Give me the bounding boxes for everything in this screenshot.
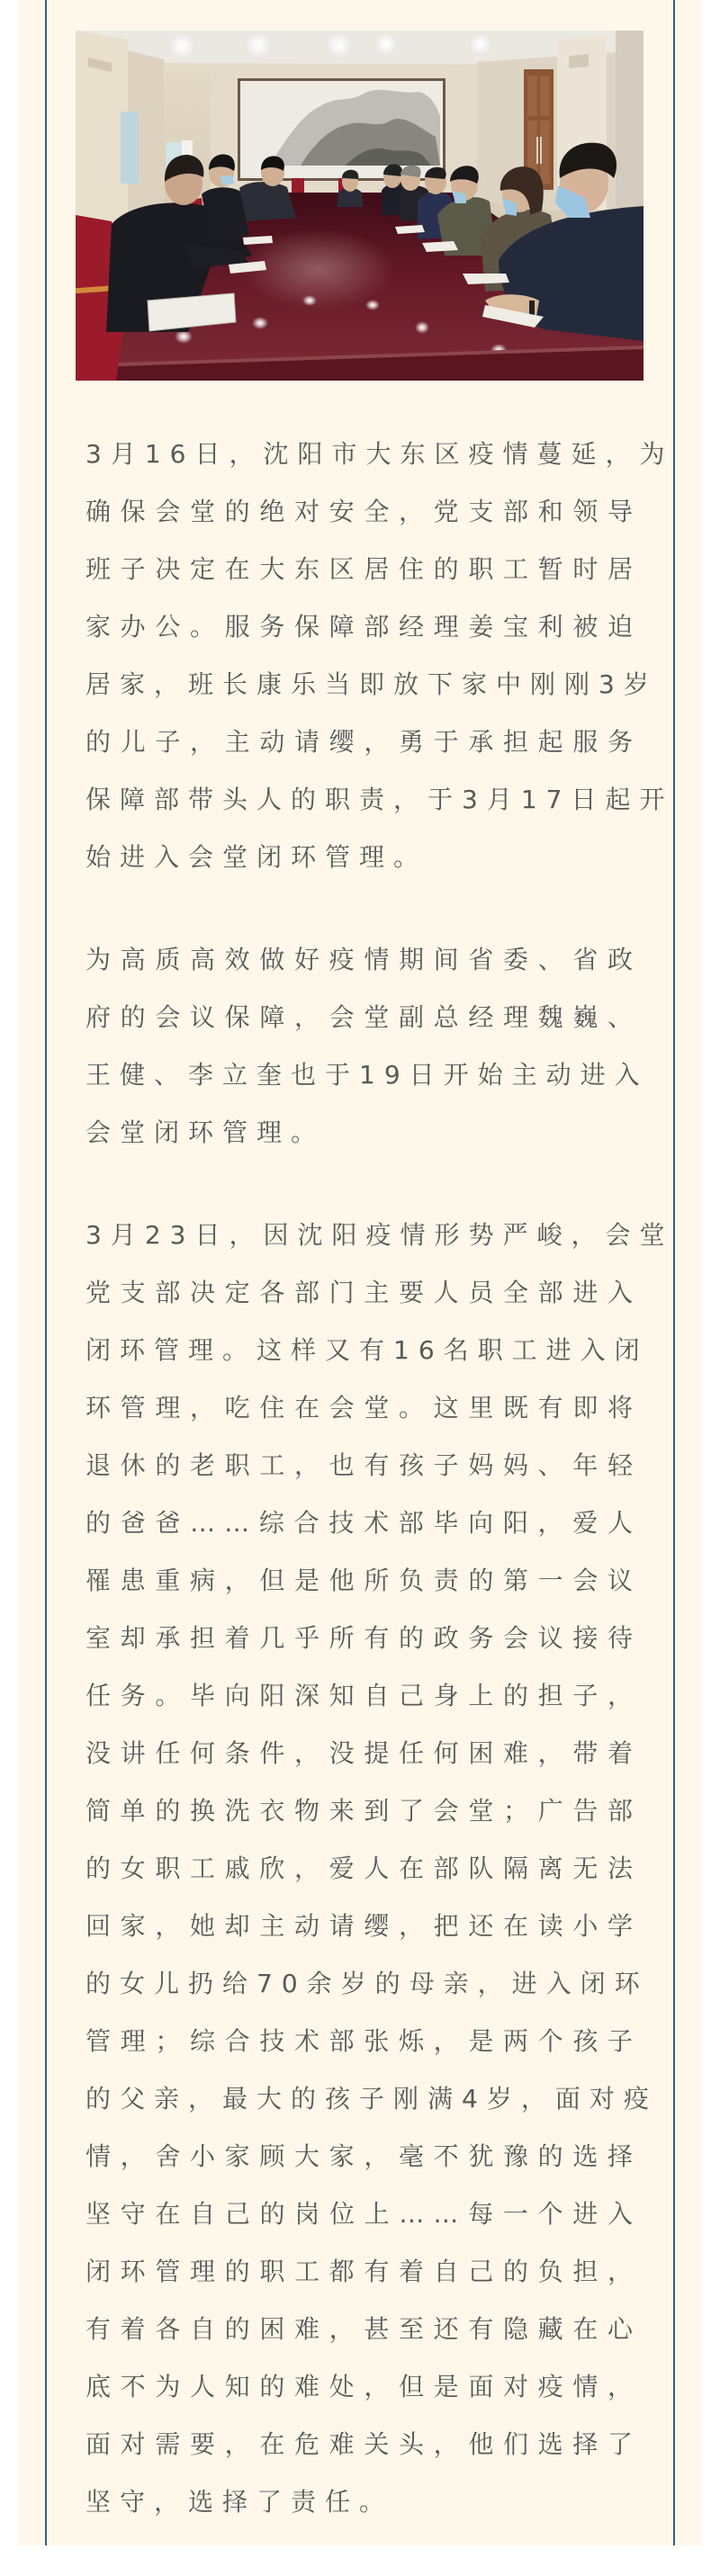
text-line: 班子决定在大东区居住的职工暂时居 xyxy=(86,554,642,584)
text-line: 党支部决定各部门主要人员全部进入 xyxy=(86,1278,642,1307)
text-line: 环管理，吃住在会堂。这里既有即将 xyxy=(86,1393,642,1423)
paragraph-1 xyxy=(86,426,674,886)
text-line: 闭环管理的职工都有着自己的负担， xyxy=(86,2257,642,2286)
text-line: 的父亲，最大的孩子刚满4岁，面对疫 xyxy=(86,2084,658,2114)
text-line: 罹患重病，但是他所负责的第一会议 xyxy=(86,1566,642,1595)
text-line: 为高质高效做好疫情期间省委、省政 xyxy=(86,945,642,974)
text-line: 坚守在自己的岗位上……每一个进入 xyxy=(86,2199,642,2229)
text-line: 任务。毕向阳深知自己身上的担子， xyxy=(86,1681,642,1710)
text-line: 家办公。服务保障部经理姜宝利被迫 xyxy=(86,612,642,642)
text-line: 情，舍小家顾大家，毫不犹豫的选择 xyxy=(86,2141,642,2171)
text-line: 底不为人知的难处，但是面对疫情， xyxy=(86,2372,642,2401)
text-line: 管理；综合技术部张烁，是两个孩子 xyxy=(86,2026,642,2056)
text-line: 退休的老职工，也有孩子妈妈、年轻 xyxy=(86,1450,642,1480)
text-line: 的女职工戚欣，爱人在部队隔离无法 xyxy=(86,1853,642,1883)
text-line: 的女儿扔给70余岁的母亲，进入闭环 xyxy=(86,1969,649,1998)
text-line: 面对需要，在危难关头，他们选择了 xyxy=(86,2429,642,2459)
text-line: 室却承担着几乎所有的政务会议接待 xyxy=(86,1623,642,1653)
text-line: 的儿子，主动请缨，勇于承担起服务 xyxy=(86,727,642,757)
article-body xyxy=(86,426,674,2576)
text-line: 会堂闭环管理。 xyxy=(86,1117,326,1147)
paragraph-3 xyxy=(86,1207,674,2531)
text-line: 有着各自的困难，甚至还有隐藏在心 xyxy=(86,2314,642,2344)
text-line: 府的会议保障，会堂副总经理魏巍、 xyxy=(86,1002,642,1032)
text-line: 居家，班长康乐当即放下家中刚刚3岁 xyxy=(86,669,658,699)
text-line: 始进入会堂闭环管理。 xyxy=(86,842,428,872)
text-line: 王健、李立奎也于19日开始主动进入 xyxy=(86,1060,649,1090)
text-line: 3月23日，因沈阳疫情形势严峻，会堂 xyxy=(86,1220,674,1250)
text-line: 回家，她却主动请缨，把还在读小学 xyxy=(86,1911,642,1941)
paragraph-2 xyxy=(86,931,649,1162)
text-line: 确保会堂的绝对安全，党支部和领导 xyxy=(86,497,642,526)
text-line: 闭环管理。这样又有16名职工进入闭 xyxy=(86,1335,649,1365)
text-line: 坚守，选择了责任。 xyxy=(86,2487,394,2517)
text-line: 保障部带头人的职责，于3月17日起开 xyxy=(86,785,674,814)
text-line: 没讲任何条件，没提任何困难，带着 xyxy=(86,1738,642,1768)
text-line: 简单的换洗衣物来到了会堂；广告部 xyxy=(86,1796,642,1826)
text-line: 的爸爸……综合技术部毕向阳，爱人 xyxy=(86,1508,642,1538)
meeting-room-image xyxy=(76,31,644,381)
text-line: 3月16日，沈阳市大东区疫情蔓延，为 xyxy=(86,439,674,469)
meeting-photo xyxy=(76,31,644,381)
